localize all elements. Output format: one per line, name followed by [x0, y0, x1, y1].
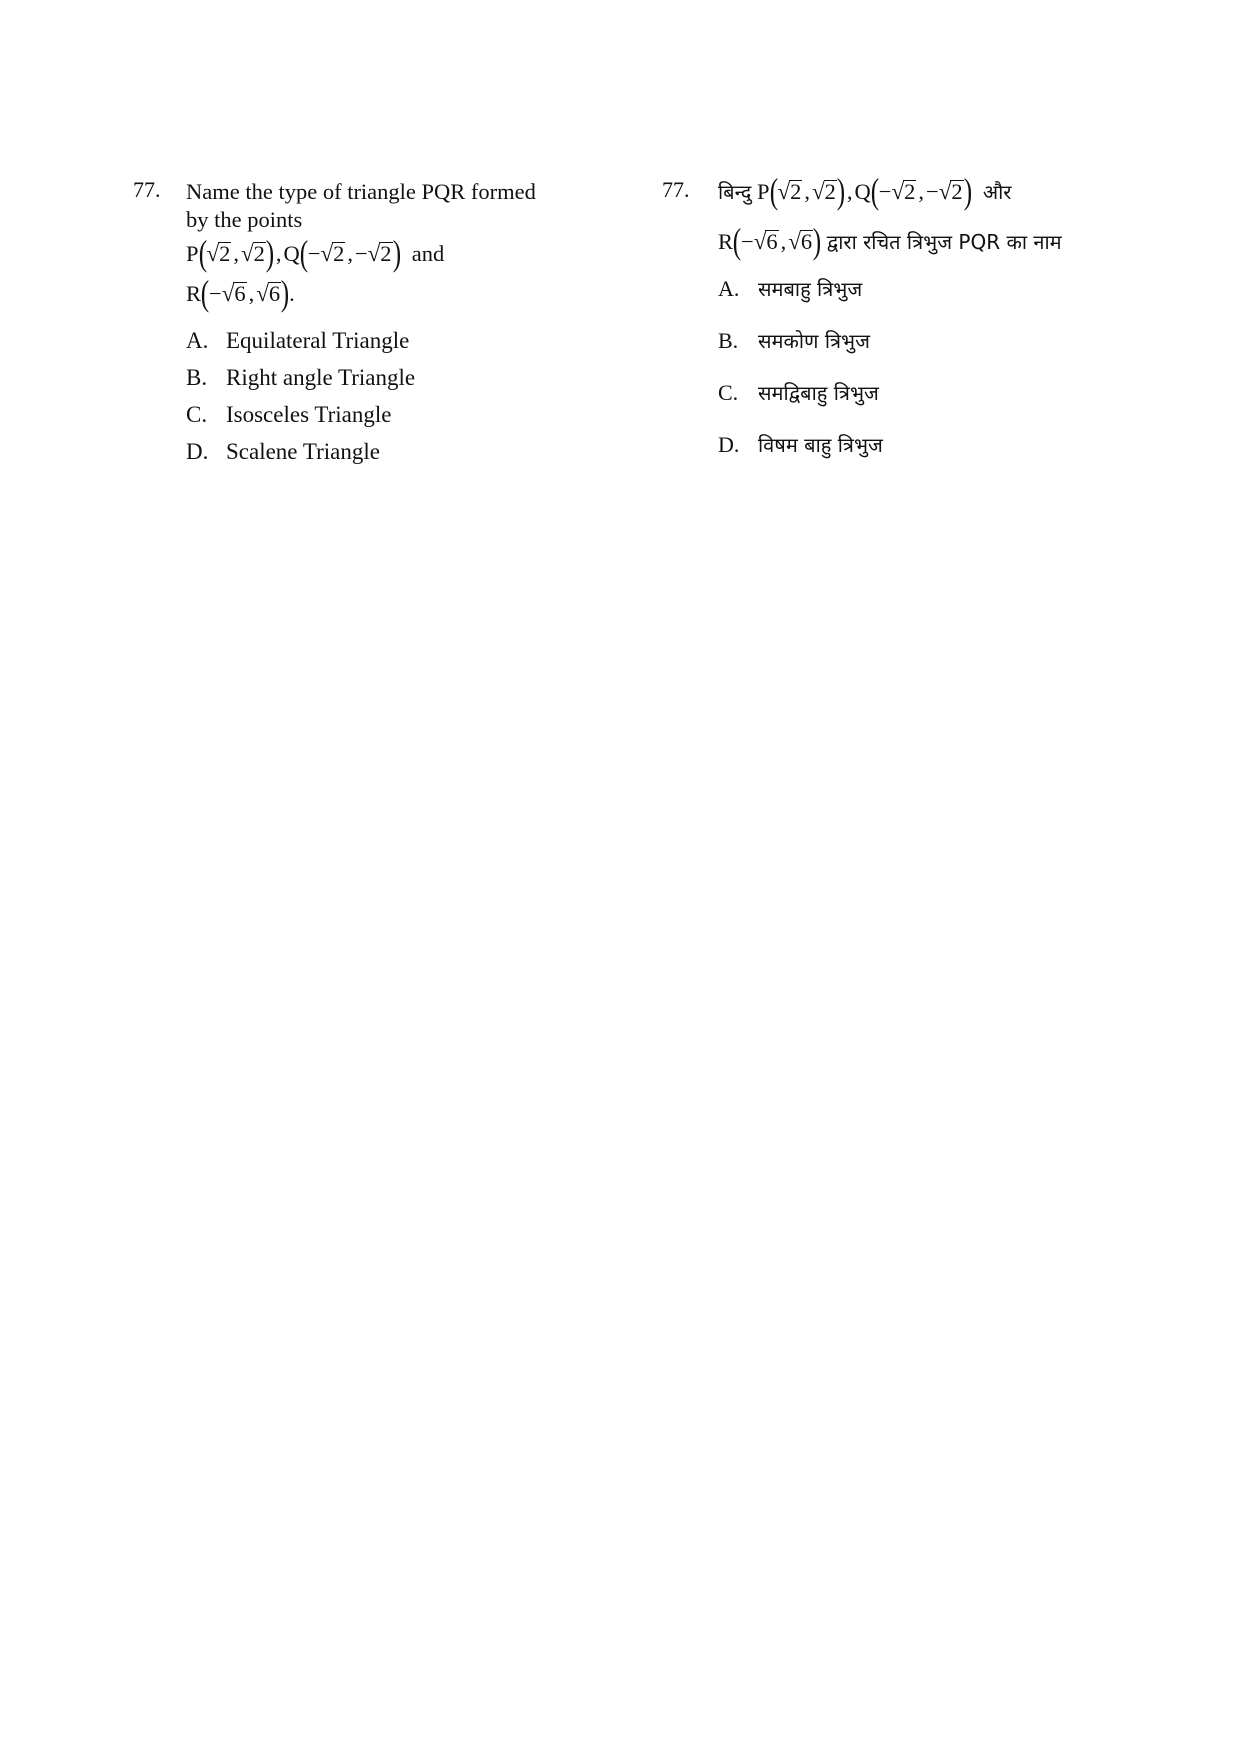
option-a[interactable]	[718, 274, 1142, 304]
sqrt-expression: −√2	[307, 241, 345, 266]
sqrt-expression: √2	[241, 241, 265, 266]
question-body	[718, 172, 1142, 460]
points-pq-expression: P(√2 ,√2),Q(−√2 ,−√2) and	[186, 233, 445, 273]
option-letter: A.	[186, 328, 209, 353]
point-r-label: R	[186, 281, 202, 306]
option-letter: D.	[186, 439, 209, 464]
sqrt-expression: √6	[256, 281, 281, 306]
options-list	[186, 328, 603, 465]
question-number: 77.	[662, 177, 690, 202]
option-text: Isosceles Triangle	[226, 402, 392, 427]
point-r-expression: R(−√6 ,√6) द्वारा रचित त्रिभुज PQR का नाम	[718, 221, 1062, 261]
option-a[interactable]	[186, 328, 603, 354]
point-q-label: Q	[283, 241, 300, 266]
question-number: 77.	[133, 177, 161, 202]
sqrt-expression: √2	[206, 241, 231, 266]
word-points: बिन्दु	[718, 180, 752, 204]
option-c[interactable]	[186, 402, 603, 428]
sqrt-expression: √2	[777, 179, 802, 204]
option-letter: A.	[718, 276, 740, 301]
question-body	[186, 178, 603, 465]
option-letter: D.	[718, 432, 740, 457]
end-period: .	[289, 281, 295, 306]
sqrt-expression: √2	[812, 179, 836, 204]
sqrt-expression: −√2	[926, 179, 963, 204]
option-letter: B.	[718, 328, 739, 353]
option-c[interactable]	[718, 378, 1142, 408]
option-text: Scalene Triangle	[226, 439, 380, 464]
option-letter: C.	[718, 380, 739, 405]
option-b[interactable]	[186, 365, 603, 391]
question-text-line-2: by the points	[186, 207, 303, 232]
sqrt-expression: √6	[788, 229, 813, 254]
option-b[interactable]	[718, 326, 1142, 356]
option-text: विषम बाहु त्रिभुज	[758, 433, 883, 457]
points-pq-expression: बिन्दु P(√2 ,√2),Q(−√2 ,−√2) और	[718, 171, 1012, 211]
option-d[interactable]	[718, 430, 1142, 460]
option-text: Right angle Triangle	[226, 365, 416, 390]
question-english	[133, 178, 603, 476]
option-letter: B.	[186, 365, 208, 390]
option-text: समद्विबाहु त्रिभुज	[758, 381, 879, 405]
and-word: and	[411, 241, 445, 266]
point-p-label: P	[186, 241, 199, 266]
point-r-expression: R(−√6 ,√6).	[186, 273, 295, 313]
point-r-label: R	[718, 229, 734, 254]
option-letter: C.	[186, 402, 208, 427]
option-text: समकोण त्रिभुज	[758, 329, 870, 353]
sqrt-expression: −√2	[878, 179, 916, 204]
point-p-label: P	[757, 179, 770, 204]
option-d[interactable]	[186, 439, 603, 465]
word-and: और	[982, 180, 1012, 204]
sqrt-expression: −√6	[741, 229, 778, 254]
option-text: Equilateral Triangle	[226, 328, 410, 353]
question-hindi	[662, 171, 1142, 482]
sqrt-expression: −√6	[209, 281, 246, 306]
option-text: समबाहु त्रिभुज	[758, 277, 863, 301]
point-q-label: Q	[854, 179, 871, 204]
question-text-line-1: Name the type of triangle PQR formed	[186, 179, 536, 204]
sqrt-expression: −√2	[354, 241, 392, 266]
options-list	[718, 274, 1142, 460]
question-suffix-text: द्वारा रचित त्रिभुज PQR का नाम	[826, 230, 1062, 254]
